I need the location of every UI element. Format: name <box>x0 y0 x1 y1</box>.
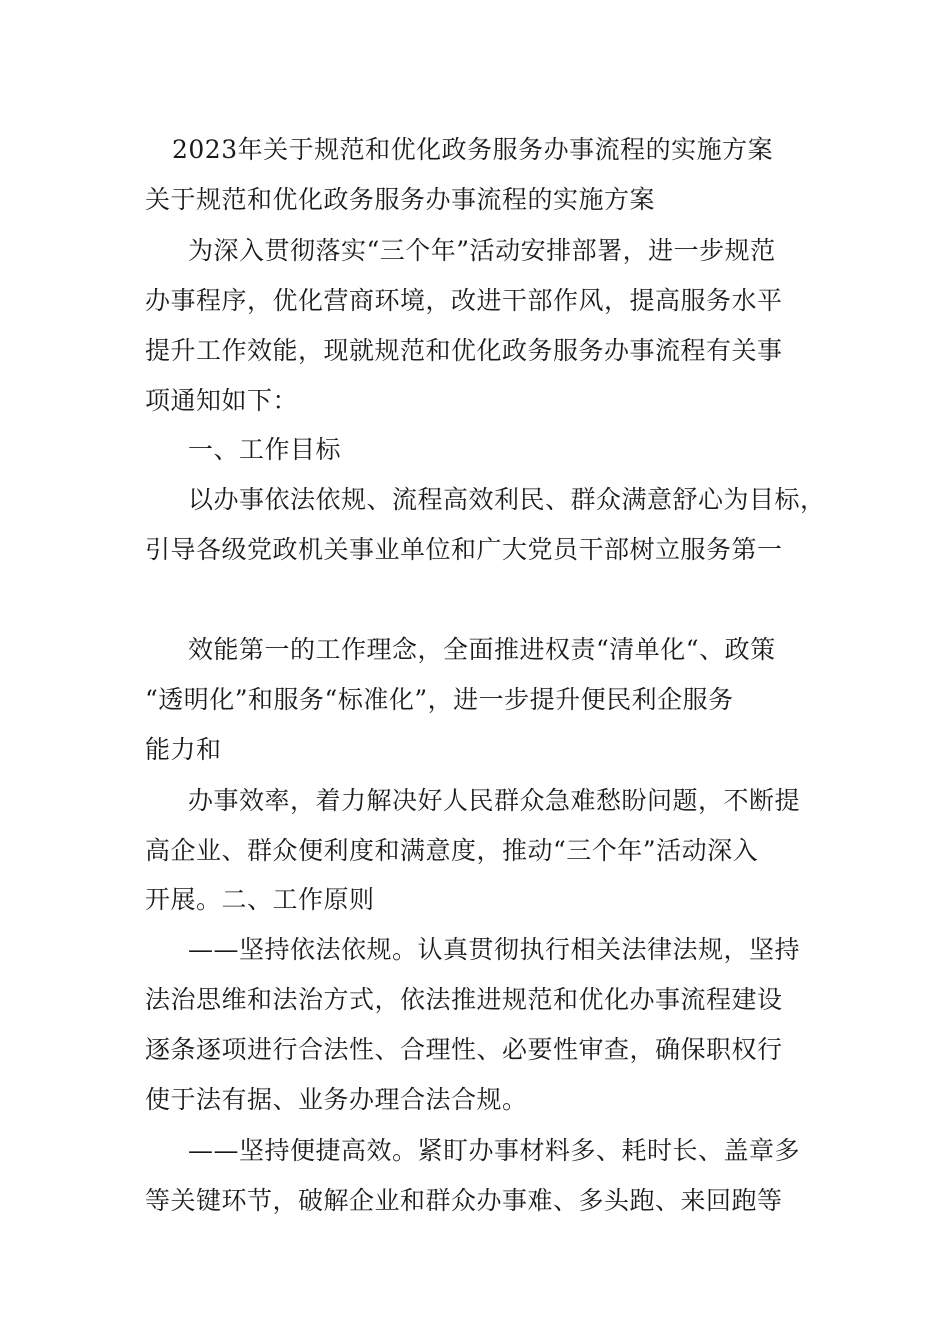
paragraph-line: 开展。二、工作原则 <box>145 885 375 914</box>
paragraph-line: 能力和 <box>145 735 222 764</box>
paragraph-line: 办事程序，优化营商环境，改进干部作风，提高服务水平 <box>145 286 783 315</box>
paragraph-line: 引导各级党政机关事业单位和广大党员干部树立服务第一 <box>145 535 783 564</box>
paragraph-line: “透明化”和服务“标准化”，进一步提升便民利企服务 <box>145 685 734 714</box>
paragraph-line: 以办事依法依规、流程高效利民、群众满意舒心为目标， <box>188 485 826 514</box>
paragraph-line: 提升工作效能，现就规范和优化政务服务办事流程有关事 <box>145 336 783 365</box>
section-heading: 一、工作目标 <box>188 435 342 464</box>
paragraph-line: 效能第一的工作理念，全面推进权责“清单化“、政策 <box>188 635 776 664</box>
paragraph-line: ——坚持依法依规。认真贯彻执行相关法律法规，坚持 <box>188 935 801 964</box>
paragraph-line: 使于法有据、业务办理合法合规。 <box>145 1085 528 1114</box>
paragraph-line: 法治思维和法治方式，依法推进规范和优化办事流程建设 <box>145 985 783 1014</box>
document-subtitle: 关于规范和优化政务服务办事流程的实施方案 <box>145 185 656 214</box>
document-title: 2023年关于规范和优化政务服务办事流程的实施方案 <box>172 135 774 164</box>
paragraph-line: 项通知如下： <box>145 386 299 415</box>
paragraph-line: ——坚持便捷高效。紧盯办事材料多、耗时长、盖章多 <box>188 1136 801 1165</box>
paragraph-line: 逐条逐项进行合法性、合理性、必要性审查，确保职权行 <box>145 1035 783 1064</box>
paragraph-line: 办事效率，着力解决好人民群众急难愁盼问题，不断提 <box>188 786 801 815</box>
paragraph-line: 高企业、群众便利度和满意度，推动“三个年”活动深入 <box>145 836 759 865</box>
paragraph-line: 为深入贯彻落实“三个年”活动安排部署，进一步规范 <box>188 236 776 265</box>
paragraph-line: 等关键环节，破解企业和群众办事难、多头跑、来回跑等 <box>145 1186 783 1215</box>
